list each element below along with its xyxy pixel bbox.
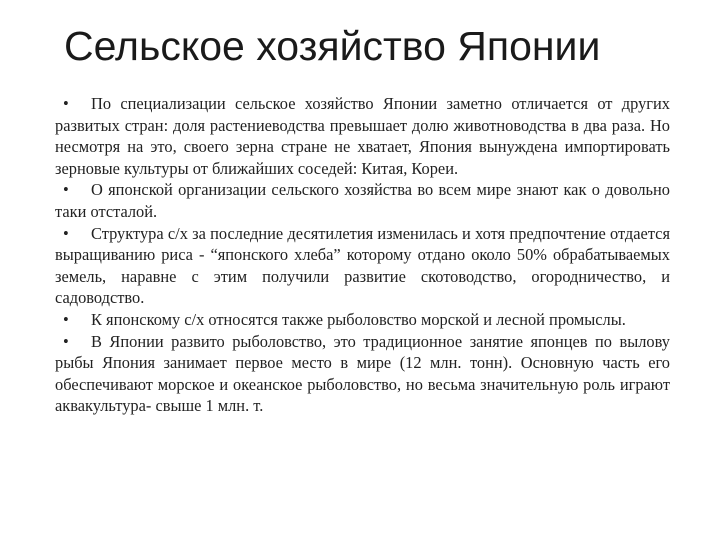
bullet-marker: •	[63, 223, 69, 243]
bullet-marker: •	[63, 309, 69, 329]
bullet-paragraph-1	[55, 93, 670, 179]
bullet-marker: •	[63, 94, 69, 113]
bullet-marker: •	[63, 331, 69, 351]
bullet-paragraph-5	[55, 331, 670, 417]
slide-body	[55, 93, 670, 417]
bullet-paragraph-4	[55, 309, 670, 331]
bullet-text-2: О японской организации сельского хозяйства во всем мире знают как о довольно таки отсталой.	[55, 180, 670, 221]
slide-title: Сельское хозяйство Японии	[64, 23, 601, 69]
bullet-paragraph-3	[55, 223, 670, 309]
bullet-marker: •	[63, 180, 69, 200]
bullet-text-5: В Японии развито рыболовство, это традиционное занятие японцев по вылову рыбы Япония занимает первое место в мире (12 млн. тонн). Основную часть его обеспечивают морское и океанское рыболовство, но весьма значительную роль играют аквакультура- свыше 1 млн. т.	[55, 331, 670, 416]
bullet-text-1: По специализации сельское хозяйство Японии заметно отличается от других развитых стран: доля растениеводства превышает долю животноводства в два раза. Но несмотря на это, своего зерна стране не хватает, Япония вынуждена импортировать зерновые культуры от ближайших соседей: Китая, Кореи.	[55, 94, 670, 178]
bullet-paragraph-2	[55, 179, 670, 222]
bullet-text-4: К японскому с/х относятся также рыболовство морской и лесной промыслы.	[91, 309, 626, 329]
bullet-text-3: Структура с/х за последние десятилетия изменилась и хотя предпочтение отдается выращиванию риса - “японского хлеба” которому отдано около 50% обрабатываемых земель, наравне с этим получили развитие скотоводство, огородничество, и садоводство.	[55, 223, 670, 308]
